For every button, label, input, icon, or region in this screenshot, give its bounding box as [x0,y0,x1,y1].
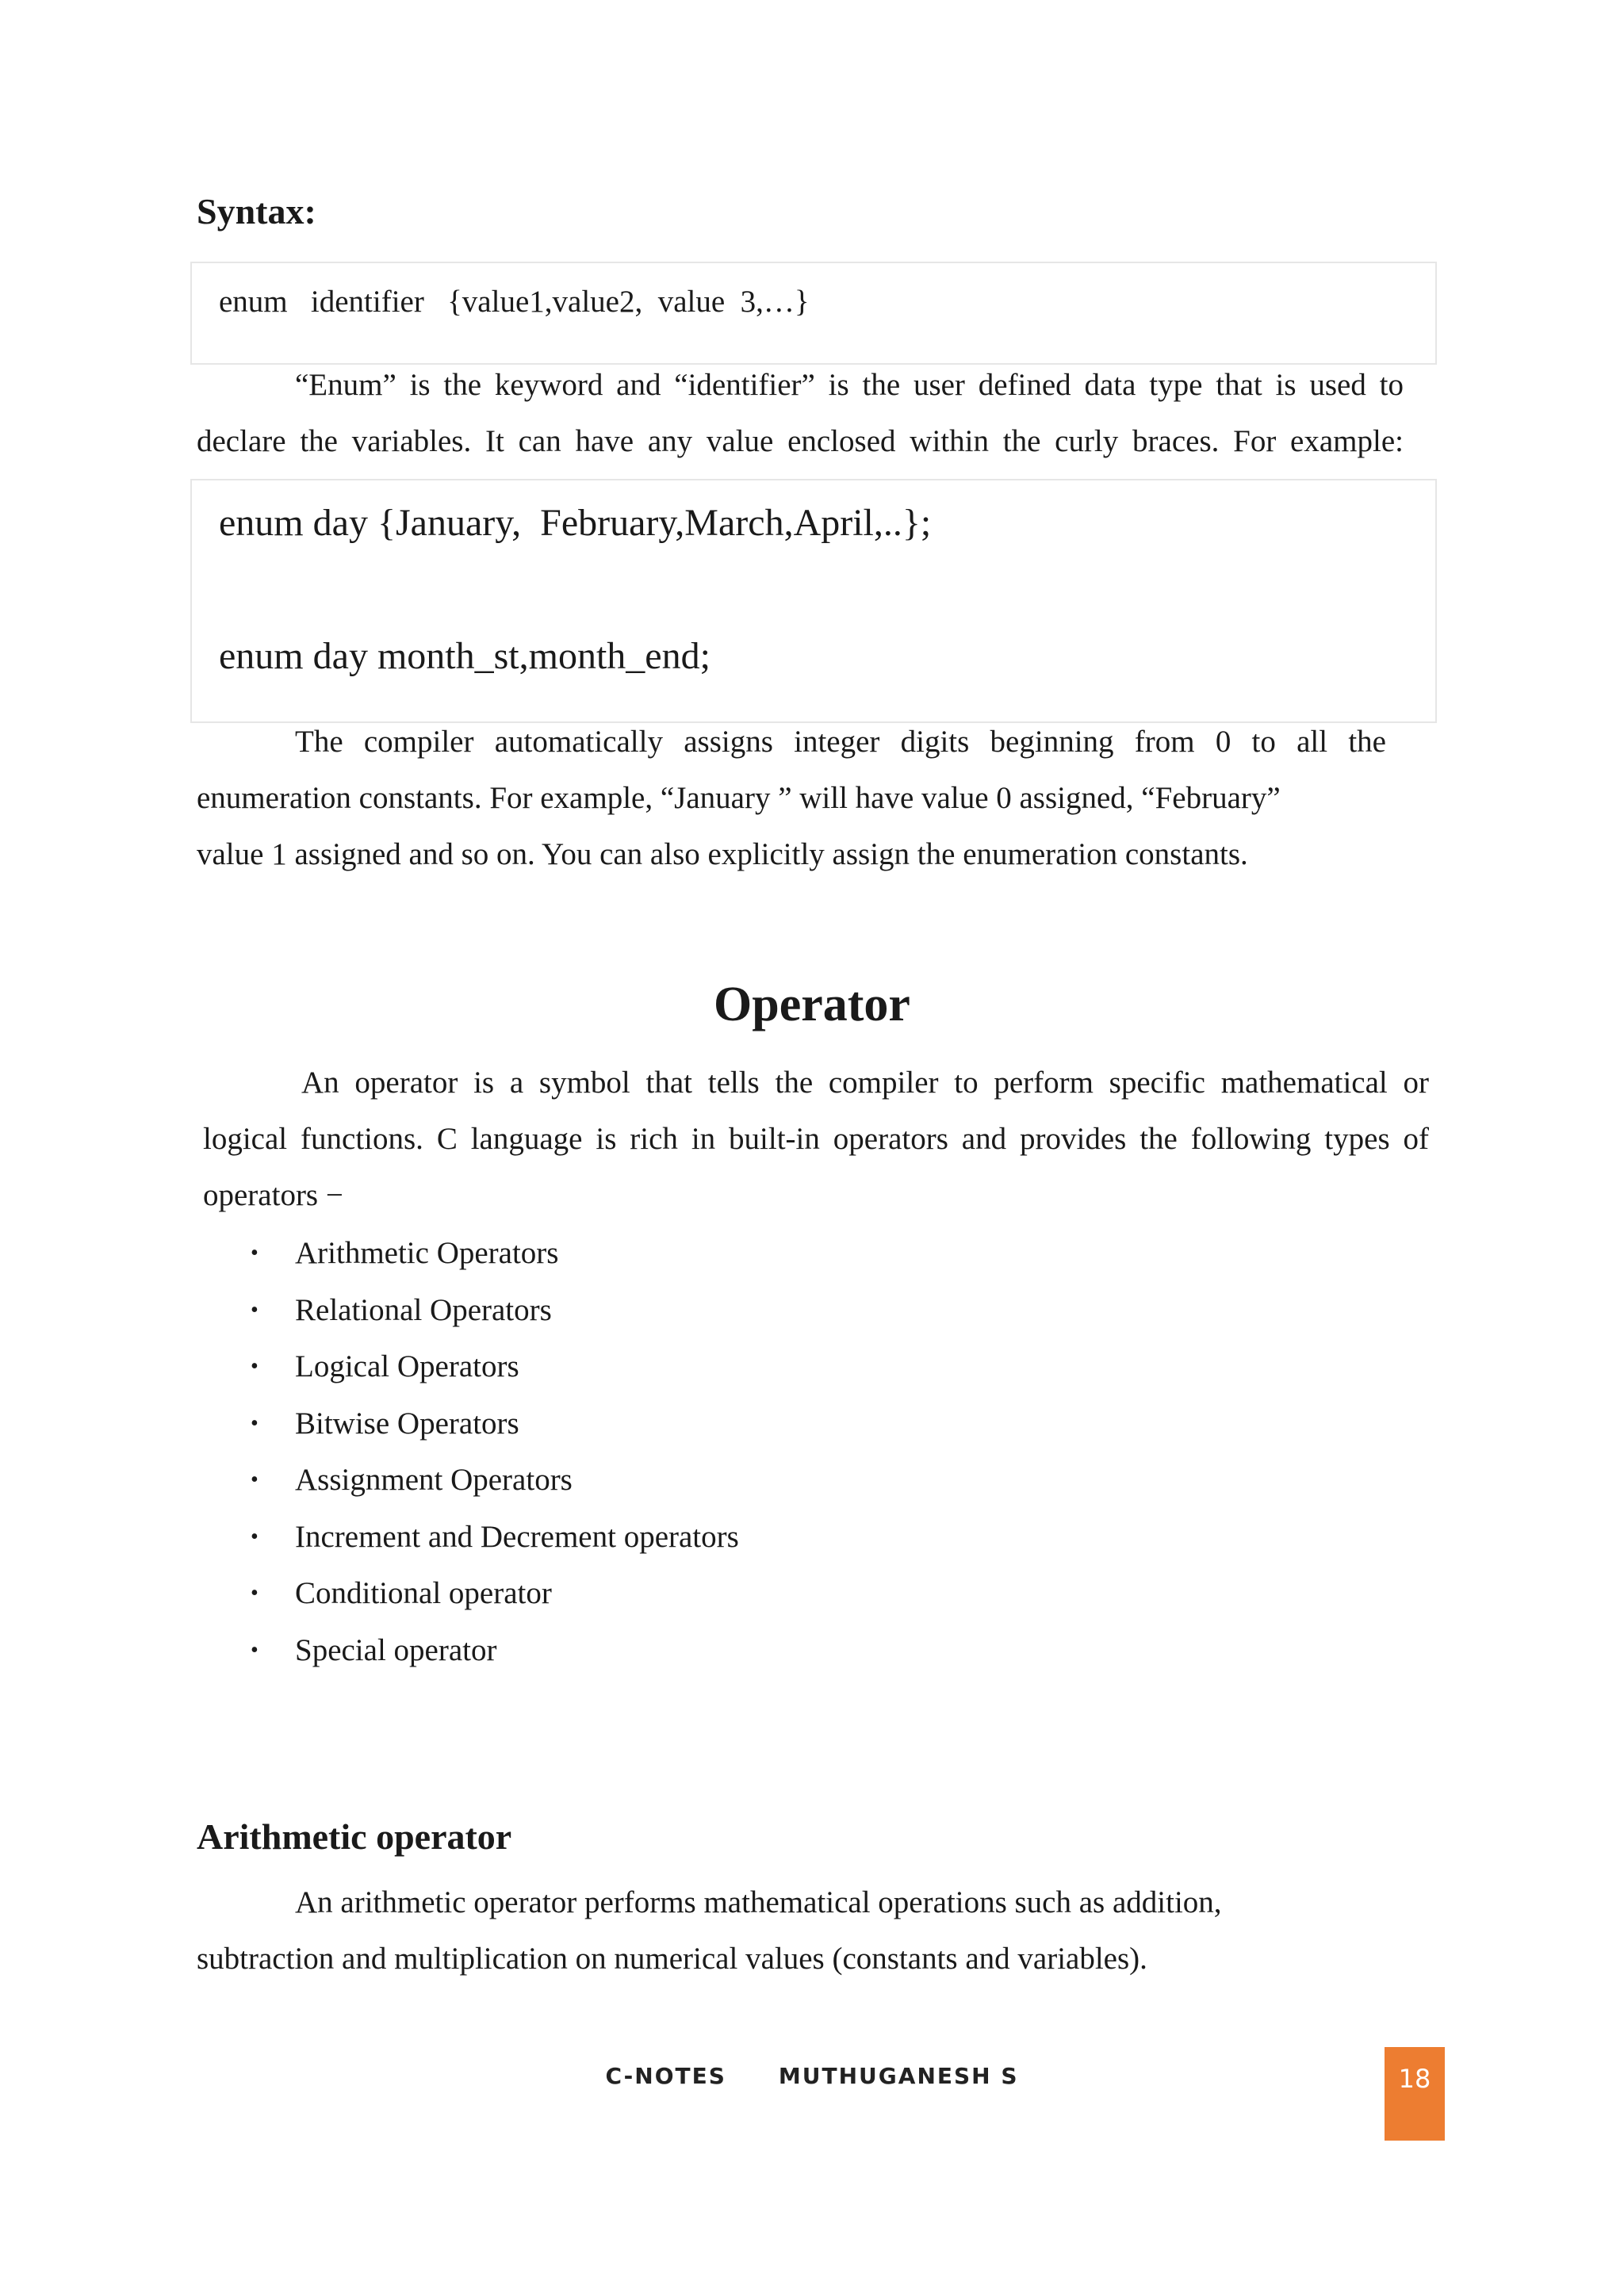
list-item [251,1338,739,1395]
operator-types-list [251,1225,739,1678]
example-code-box [190,479,1437,723]
list-item [251,1225,739,1282]
list-item-label: Logical Operators [295,1349,519,1383]
arithmetic-description-paragraph [197,1874,1450,1987]
paragraph-line: enumeration constants. For example, “January ” will have value 0 assigned, “February” [197,781,1281,815]
bullet-icon: • [251,1581,259,1605]
list-item [251,1395,739,1452]
list-item [251,1622,739,1679]
paragraph-line: declare the variables. It can have any value enclosed within the curly braces. For example: [197,424,1404,458]
operator-intro-paragraph [203,1054,1429,1223]
syntax-code-line: enum identifier {value1,value2, value 3,…} [219,285,810,319]
paragraph-line: subtraction and multiplication on numerical values (constants and variables). [197,1942,1147,1976]
bullet-icon: • [251,1410,259,1436]
bullet-icon: • [251,1354,259,1379]
example-code-line: enum day {January, February,March,April,..}; [219,502,932,544]
footer-author: MUTHUGANESH S [778,2063,1019,2089]
paragraph-line: The compiler automatically assigns integer digits beginning from 0 to all the [295,725,1386,759]
bullet-icon: • [251,1241,259,1265]
list-item [251,1452,739,1509]
list-item-label: Relational Operators [295,1292,552,1327]
enum-description-paragraph [197,357,1404,469]
footer-title: C-NOTES [605,2063,726,2089]
bullet-icon: • [251,1637,259,1663]
list-item-label: Arithmetic Operators [295,1236,559,1270]
paragraph-line: operators − [203,1178,343,1212]
list-item [251,1565,739,1622]
list-item-label: Increment and Decrement operators [295,1519,739,1554]
syntax-heading: Syntax: [197,191,316,232]
paragraph-line: value 1 assigned and so on. You can also explicitly assign the enumeration constants. [197,837,1248,871]
bullet-icon: • [251,1524,259,1549]
list-item-label: Assignment Operators [295,1463,573,1497]
example-code-line: enum day month_st,month_end; [219,635,710,677]
page-number-badge: 18 [1385,2047,1445,2141]
page-footer [0,2063,1624,2089]
arithmetic-operator-heading: Arithmetic operator [197,1816,512,1857]
bullet-icon: • [251,1297,259,1322]
operator-heading: Operator [714,978,910,1031]
list-item-label: Special operator [295,1632,497,1667]
paragraph-line: An arithmetic operator performs mathematical operations such as addition, [295,1885,1222,1919]
paragraph-line: “Enum” is the keyword and “identifier” is the user defined data type that is used to [295,368,1404,402]
bullet-icon: • [251,1468,259,1492]
paragraph-line: logical functions. C language is rich in built-in operators and provides the following types of [203,1122,1429,1156]
compiler-assign-paragraph [197,714,1386,882]
list-item [251,1509,739,1566]
list-item-label: Bitwise Operators [295,1406,519,1441]
list-item-label: Conditional operator [295,1576,552,1610]
paragraph-line: An operator is a symbol that tells the compiler to perform specific mathematical or [301,1066,1429,1100]
syntax-code-box [190,262,1437,365]
list-item [251,1282,739,1339]
